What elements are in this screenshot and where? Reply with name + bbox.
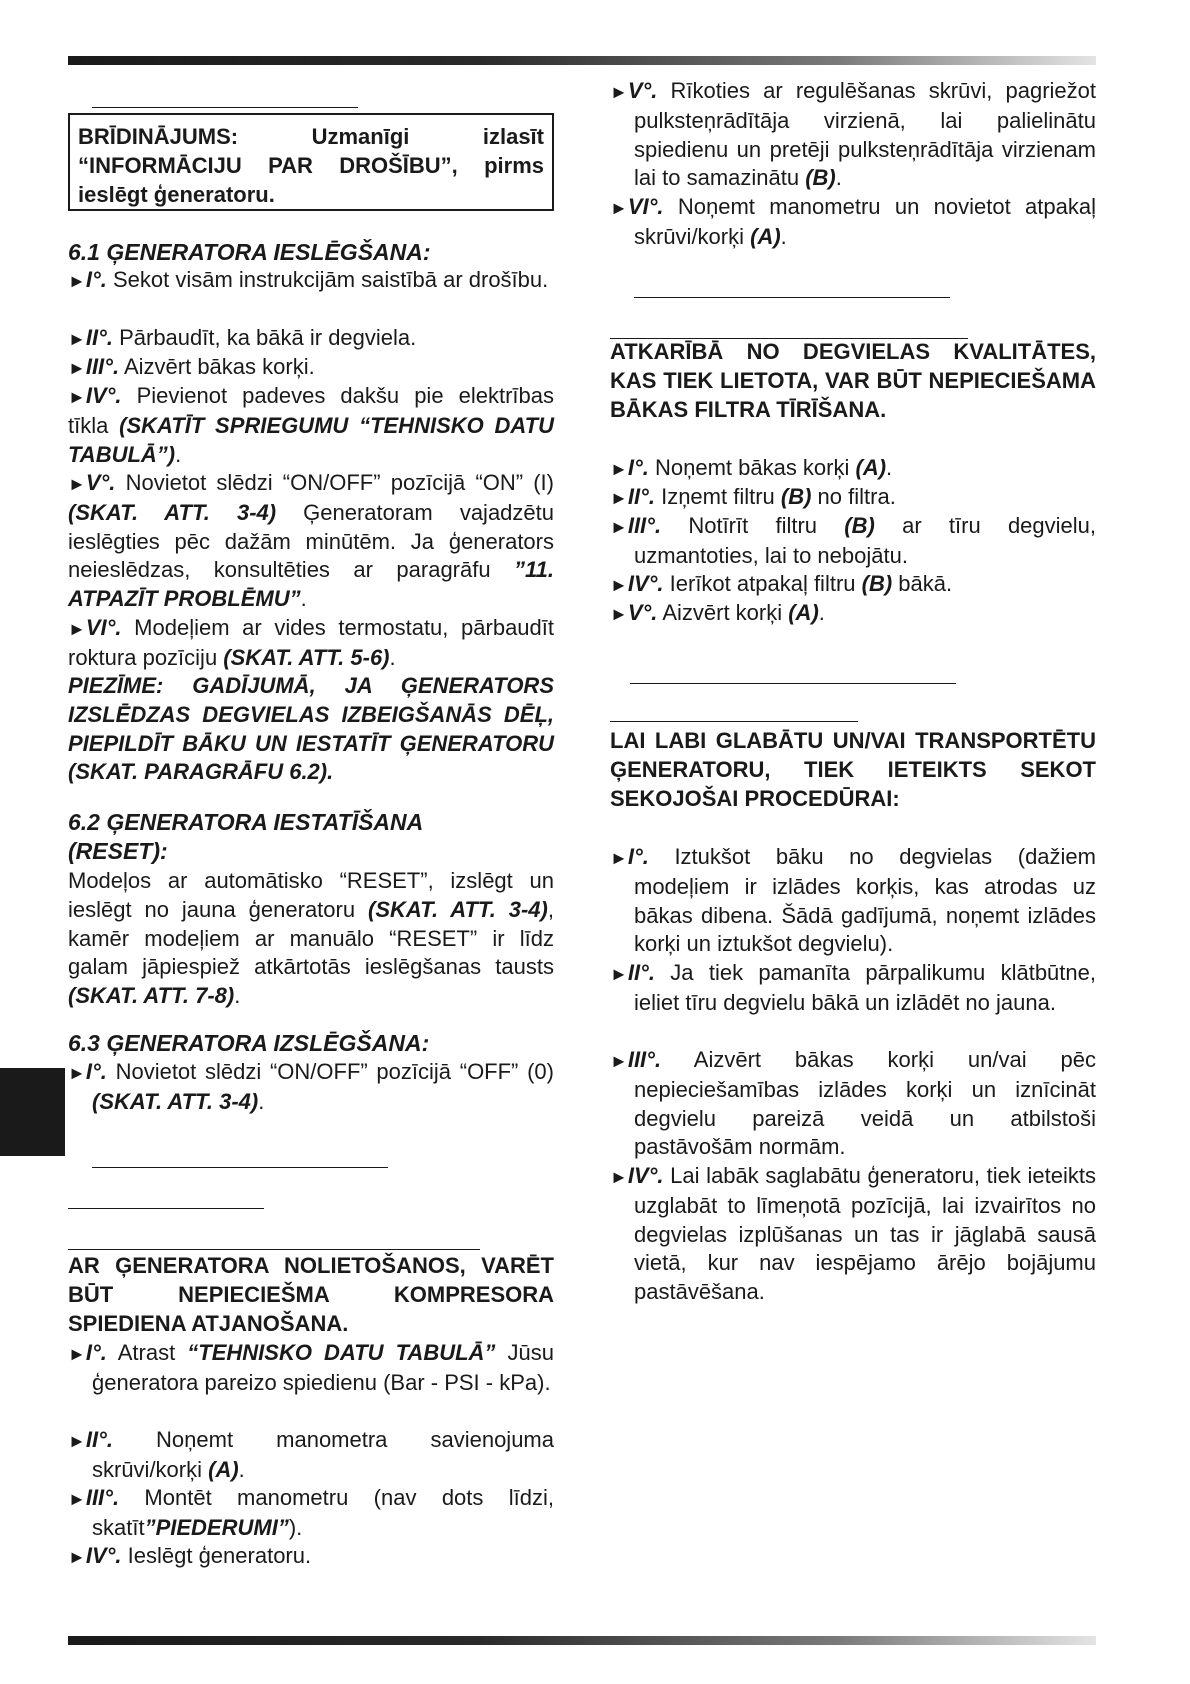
list-item: ►IV°. Lai labāk saglabātu ģeneratoru, tiek ieteikts uzglabāt to līmeņotā pozīcijā, lai izvairītos no degvielas izplūšanas un tas ir jāglabā sausā vietā, kur nav iespējamo ārējo bojājumu pastāvēšana.	[610, 1163, 1096, 1305]
triangle-bullet-icon: ►	[68, 329, 86, 349]
storage-intro: LAI LABI GLABĀTU UN/VAI TRANSPORTĒTU ĢENERATORU, TIEK IETEIKTS SEKOT SEKOJOŠAI PROCEDŪRAI:	[610, 728, 1096, 811]
heading-rule	[92, 107, 358, 108]
list-item: ►II°. Izņemt filtru (B) no filtra.	[610, 484, 896, 509]
triangle-bullet-icon: ►	[68, 1344, 86, 1364]
list-item: ►II°. Pārbaudīt, ka bākā ir degviela.	[68, 325, 417, 350]
heading-rule	[634, 297, 950, 298]
list-item: ►VI°. Noņemt manometru un novietot atpakaļ skrūvi/korķi (A).	[610, 194, 1096, 249]
list-item: ►I°. Atrast “TEHNISKO DATU TABULĀ” Jūsu ģeneratora pareizo spiedienu (Bar - PSI - kPa).	[68, 1340, 554, 1395]
list-item: ►V°. Novietot slēdzi “ON/OFF” pozīcijā “ON” (I) (SKAT. ATT. 3-4) Ģeneratoram vajadzētu ieslēgties pēc dažām minūtēm. Ja ģenerators neieslēdzas, konsultēties ar paragrāfu ”11. ATPAZĪT PROBLĒMU”.	[68, 470, 554, 612]
heading-rule	[68, 1249, 480, 1250]
heading-rule	[630, 683, 956, 684]
section-6-2-title: 6.2 ĢENERATORA IESTATĪŠANA	[68, 809, 424, 835]
triangle-bullet-icon: ►	[610, 575, 628, 595]
triangle-bullet-icon: ►	[610, 82, 628, 102]
warning-text: BRĪDINĀJUMS: Uzmanīgi izlasīt “INFORMĀCIJU PAR DROŠĪBU”, pirms ieslēgt ģeneratoru.	[78, 124, 544, 207]
list-item: ►IV°. Ierīkot atpakaļ filtru (B) bākā.	[610, 571, 953, 596]
triangle-bullet-icon: ►	[610, 964, 628, 984]
list-item: ►I°. Noņemt bākas korķi (A).	[610, 455, 893, 480]
triangle-bullet-icon: ►	[610, 1051, 628, 1071]
heading-rule	[610, 721, 858, 722]
note-text: PIEZĪME: GADĪJUMĀ, JA ĢENERATORS IZSLĒDZAS DEGVIELAS IZBEIGŠANĀS DĒĻ, PIEPILDĪT BĀKU UN IESTATĪT ĢENERATORU (SKAT. PARAGRĀFU 6.2).	[68, 673, 554, 785]
triangle-bullet-icon: ►	[610, 517, 628, 537]
triangle-bullet-icon: ►	[68, 1547, 86, 1567]
triangle-bullet-icon: ►	[610, 488, 628, 508]
triangle-bullet-icon: ►	[68, 387, 86, 407]
section-6-3-title: 6.3 ĢENERATORA IZSLĒGŠANA:	[68, 1030, 430, 1056]
list-item: ►III°. Aizvērt bākas korķi.	[68, 354, 315, 379]
heading-rule	[68, 1208, 264, 1209]
triangle-bullet-icon: ►	[610, 848, 628, 868]
list-item: ►II°. Noņemt manometra savienojuma skrūvi/korķi (A).	[68, 1427, 554, 1482]
triangle-bullet-icon: ►	[610, 198, 628, 218]
triangle-bullet-icon: ►	[68, 271, 86, 291]
top-decorative-bar	[68, 56, 1096, 65]
list-item: ►I°. Sekot visām instrukcijām saistībā ar drošību.	[68, 267, 549, 292]
list-item: ►VI°. Modeļiem ar vides termostatu, pārbaudīt roktura pozīciju (SKAT. ATT. 5-6).	[68, 615, 554, 670]
warning-box	[68, 113, 554, 211]
list-item: ►IV°. Ieslēgt ģeneratoru.	[68, 1543, 312, 1568]
list-item: ►II°. Ja tiek pamanīta pārpalikumu klātbūtne, ieliet tīru degvielu bākā un izlādēt no jauna.	[610, 960, 1096, 1015]
list-item: ►III°. Montēt manometru (nav dots līdzi, skatīt”PIEDERUMI”).	[68, 1485, 554, 1540]
triangle-bullet-icon: ►	[610, 1167, 628, 1187]
section-6-2-subtitle: (RESET):	[68, 838, 168, 864]
list-item: ►IV°. Pievienot padeves dakšu pie elektrības tīkla (SKATĪT SPRIEGUMU “TEHNISKO DATU TABULĀ”).	[68, 383, 554, 467]
list-item: ►V°. Aizvērt korķi (A).	[610, 600, 825, 625]
triangle-bullet-icon: ►	[610, 459, 628, 479]
triangle-bullet-icon: ►	[68, 619, 86, 639]
page-side-tab	[0, 1068, 65, 1156]
bottom-decorative-bar	[68, 1636, 1096, 1645]
heading-rule	[92, 1167, 388, 1168]
list-item: ►III°. Notīrīt filtru (B) ar tīru degvielu, uzmantoties, lai to nebojātu.	[610, 513, 1097, 568]
filter-intro: ATKARĪBĀ NO DEGVIELAS KVALITĀTES, KAS TIEK LIETOTA, VAR BŪT NEPIECIEŠAMA BĀKAS FILTRA TĪRĪŠANA.	[610, 339, 1096, 422]
triangle-bullet-icon: ►	[610, 604, 628, 624]
triangle-bullet-icon: ►	[68, 1431, 86, 1451]
section-6-1-title: 6.1 ĢENERATORA IESLĒGŠANA:	[68, 239, 431, 265]
list-item: ►V°. Rīkoties ar regulēšanas skrūvi, pagriežot pulksteņrādītāja virzienā, lai palielinātu spiedienu un pretēji pulksteņrādītāja virzienam lai to samazinātu (B).	[610, 78, 1096, 191]
list-item: ►I°. Novietot slēdzi “ON/OFF” pozīcijā “OFF” (0) (SKAT. ATT. 3-4).	[68, 1059, 554, 1114]
list-item: ►III°. Aizvērt bākas korķi un/vai pēc nepieciešamības izlādes korķi un iznīcināt degvielu pareizā veidā un atbilstoši pastāvošām normām.	[610, 1047, 1096, 1160]
triangle-bullet-icon: ►	[68, 474, 86, 494]
reset-paragraph: Modeļos ar automātisko “RESET”, izslēgt un ieslēgt no jauna ģeneratoru (SKAT. ATT. 3-4), kamēr modeļiem ar manuālo “RESET” ir līdz galam jāpiespiež atkārtotās ieslēgšanas tausts (SKAT. ATT. 7-8).	[68, 868, 554, 1009]
triangle-bullet-icon: ►	[68, 1063, 86, 1083]
pressure-intro: AR ĢENERATORA NOLIETOŠANOS, VARĒT BŪT NEPIECIEŠMA KOMPRESORA SPIEDIENA ATJANOŠANA.	[68, 1253, 554, 1336]
triangle-bullet-icon: ►	[68, 358, 86, 378]
list-item: ►I°. Iztukšot bāku no degvielas (dažiem modeļiem ir izlādes korķis, kas atrodas uz bākas dibena. Šādā gadījumā, noņemt izlādes korķi un iztukšot degvielu).	[610, 844, 1096, 957]
triangle-bullet-icon: ►	[68, 1489, 86, 1509]
